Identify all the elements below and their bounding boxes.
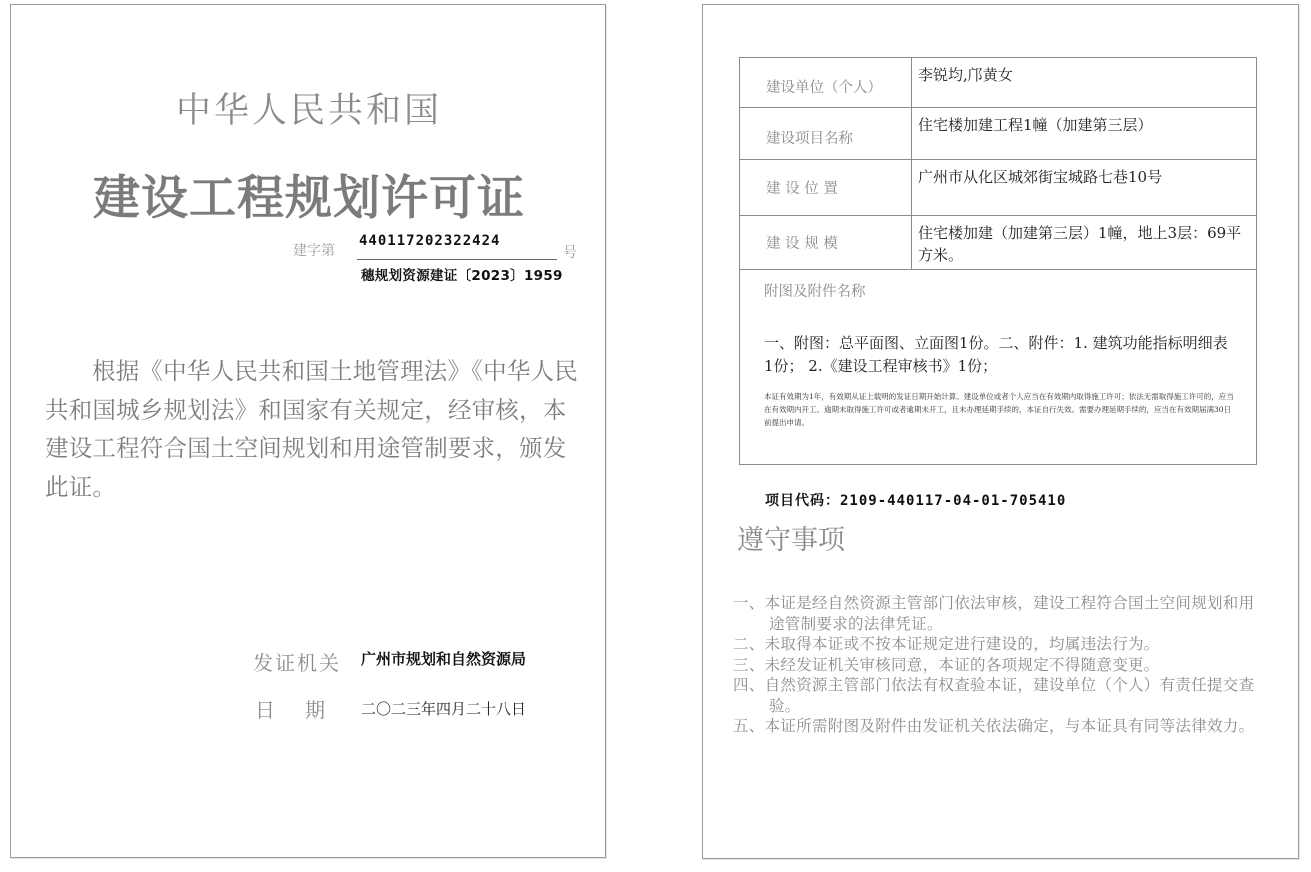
notice-item: 四、自然资源主管部门依法有权查验本证，建设单位（个人）有责任提交查验。 (733, 676, 1255, 715)
row-label: 建设项目名称 (740, 108, 912, 159)
table-row-scale (740, 216, 1256, 270)
notice-item: 二、未取得本证或不按本证规定进行建设的，均属违法行为。 (733, 635, 1160, 653)
table-row-project-name (740, 108, 1256, 160)
document-title: 建设工程规划许可证 (93, 171, 525, 226)
notice-item: 三、未经发证机关审核同意，本证的各项规定不得随意变更。 (733, 655, 1160, 674)
attachments-text: 一、附图：总平面图、立面图1份。二、附件：1. 建筑功能指标明细表1份； 2.《建设工程审核书》1份； (764, 334, 1228, 375)
row-value: 住宅楼加建（加建第三层）1幢，地上3层：69平方米。 (918, 224, 1242, 264)
row-label: 建 设 位 置 (740, 160, 912, 215)
table-row-location (740, 160, 1256, 216)
project-info-table (739, 57, 1257, 465)
notice-item: 一、本证是经自然资源主管部门依法审核，建设工程符合国土空间规划和用途管制要求的法律凭证。 (733, 594, 1255, 633)
row-label: 建 设 规 模 (740, 216, 912, 269)
permit-back-page (702, 4, 1299, 859)
row-label: 建设单位（个人） (740, 58, 912, 107)
permit-number-underline (357, 259, 557, 260)
date-label: 日期 (255, 698, 355, 722)
legal-basis-paragraph: 根据《中华人民共和国土地管理法》《中华人民共和国城乡规划法》和国家有关规定，经审核，本建设工程符合国土空间规划和用途管制要求，颁发此证。 (45, 357, 578, 501)
notice-title: 遵守事项 (737, 525, 845, 556)
reference-number: 穗规划资源建证〔2023〕1959 (361, 268, 563, 284)
permit-number: 440117202322424 (359, 233, 501, 249)
row-value: 住宅楼加建工程1幢（加建第三层） (918, 116, 1153, 134)
date-value: 二〇二三年四月二十八日 (361, 700, 527, 718)
permit-front-page (10, 4, 606, 858)
issuer-label: 发证机关 (253, 651, 341, 675)
country-name: 中华人民共和国 (175, 91, 442, 131)
project-code: 项目代码：2109-440117-04-01-705410 (765, 493, 1067, 509)
notice-list (733, 593, 1267, 737)
permit-number-suffix: 号 (563, 245, 577, 261)
permit-number-prefix: 建字第 (293, 243, 335, 259)
table-row-builder (740, 58, 1256, 108)
row-value: 广州市从化区城郊街宝城路七巷10号 (918, 168, 1163, 186)
attachments-label: 附图及附件名称 (764, 284, 866, 300)
row-value: 李锐均,邝黄女 (918, 66, 1013, 84)
issuer-value: 广州市规划和自然资源局 (361, 650, 527, 668)
notice-item: 五、本证所需附图及附件由发证机关依法确定，与本证具有同等法律效力。 (733, 717, 1255, 735)
validity-fine-print: 本证有效期为1年，有效期从证上载明的发证日期开始计算。建设单位或者个人应当在有效期内取得施工许可；依法无需取得施工许可的，应当在有效期内开工。逾期未取得施工许可或者逾期未开工，且未办理延期手续的，本证自行失效。需要办理延期手续的，应当在有效期届满30日前提出申请。 (764, 392, 1234, 427)
